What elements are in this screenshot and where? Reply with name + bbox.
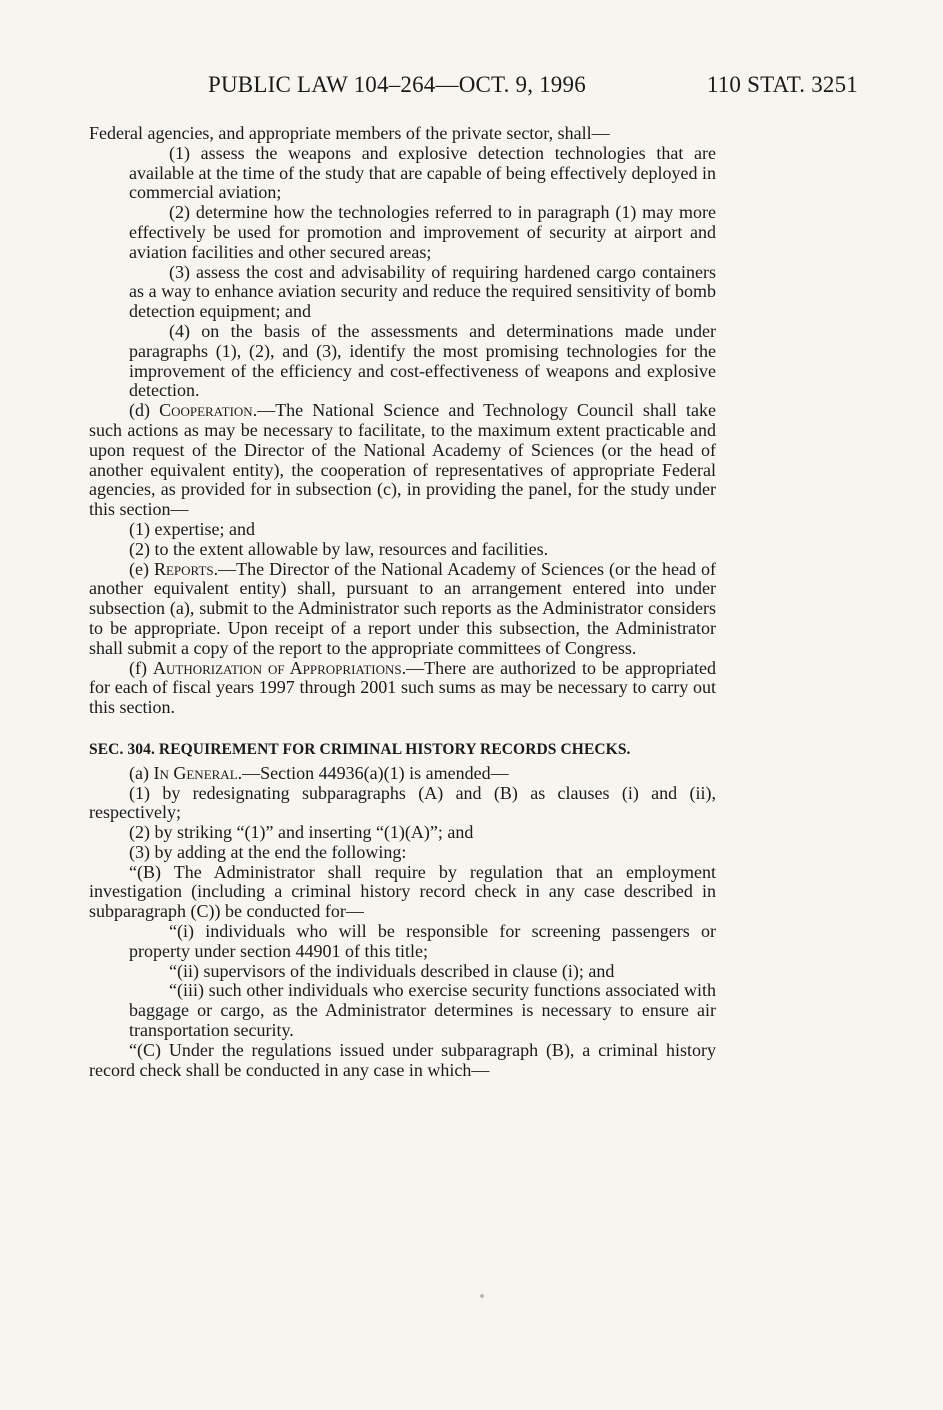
subsection-d bbox=[89, 401, 716, 520]
subsection-d-text: .—The National Science and Technology Council shall take such actions as may be necessary to facilitate, to the maximum extent practicable and upon request of the Director of the National Academy of Sciences (or the head of another equivalent entity), the cooperation of representatives of appropriate Federal agencies, as provided for in subsection (c), in providing the panel, for the study under this section— bbox=[89, 400, 716, 520]
subsection-e-text: .—The Director of the National Academy of Sciences (or the head of another equivalent entity) shall, pursuant to an arrangement entered into under subsection (a), submit to the Administrator such reports as the Administrator considers to be appropriate. Upon receipt of a report under this subsection, the Administrator shall submit a copy of the report to the appropriate committees of Congress. bbox=[89, 558, 716, 658]
sec304-a-label: (a) bbox=[129, 762, 154, 783]
sec304-a-text: .—Section 44936(a)(1) is amended— bbox=[237, 762, 509, 783]
c-item-1: (1) assess the weapons and explosive detection technologies that are available at the time of the study that are capable of being effectively deployed in commercial aviation; bbox=[129, 142, 716, 203]
running-header bbox=[208, 72, 858, 102]
quoted-subparagraph-c: “(C) Under the regulations issued under subparagraph (B), a criminal history record check shall be conducted in any case in which— bbox=[89, 1039, 716, 1080]
subsection-d-label: (d) bbox=[129, 400, 160, 421]
quoted-clause-iii: “(iii) such other individuals who exercise security functions associated with baggage or cargo, as the Administrator determines is necessary to ensure air transportation security. bbox=[129, 980, 716, 1041]
c-item-4: (4) on the basis of the assessments and determinations made under paragraphs (1), (2), and (3), identify the most promising technologies for the improvement of the efficiency and cost-effectiveness of weapons and explosive detection. bbox=[129, 320, 716, 401]
d-item-1: (1) expertise; and bbox=[129, 518, 255, 539]
header-law-date: PUBLIC LAW 104–264—OCT. 9, 1996 bbox=[208, 72, 586, 97]
subsection-e bbox=[89, 560, 716, 659]
quoted-clause-ii: “(ii) supervisors of the individuals described in clause (i); and bbox=[169, 960, 615, 981]
sec304-a-heading: In General bbox=[153, 762, 238, 783]
c-item-3: (3) assess the cost and advisability of requiring hardened cargo containers as a way to enhance aviation security and reduce the required sensitivity of bomb detection equipment; and bbox=[129, 261, 716, 322]
subsection-f-heading: Authorization of Appropriations bbox=[152, 657, 402, 678]
subsection-e-heading: Reports bbox=[153, 558, 214, 579]
header-stat-page: 110 STAT. 3251 bbox=[706, 72, 858, 97]
subsection-f-text: .—There are authorized to be appropriated for each of fiscal years 1997 through 2001 such sums as may be necessary to carry out this section. bbox=[89, 657, 716, 718]
page-body bbox=[89, 124, 716, 1080]
scan-speck bbox=[480, 1294, 484, 1298]
subsection-f bbox=[89, 659, 716, 718]
c-item-2: (2) determine how the technologies referred to in paragraph (1) may more effectively be used for promotion and improvement of security at airport and aviation facilities and other secured areas; bbox=[129, 202, 716, 262]
subsection-d-heading: Cooperation bbox=[159, 400, 253, 421]
sec304-a-item-1: (1) by redesignating subparagraphs (A) and (B) as clauses (i) and (ii), respectively; bbox=[89, 782, 716, 823]
sec304-a-item-2: (2) by striking “(1)” and inserting “(1)(A)”; and bbox=[129, 822, 474, 843]
d-item-2: (2) to the extent allowable by law, resources and facilities. bbox=[129, 538, 549, 559]
sec304-a-item-3: (3) by adding at the end the following: bbox=[129, 841, 407, 862]
subsection-f-label: (f) bbox=[129, 657, 153, 678]
section-304-heading: SEC. 304. REQUIREMENT FOR CRIMINAL HISTORY RECORDS CHECKS. bbox=[89, 740, 631, 758]
intro-paragraph: Federal agencies, and appropriate members of the private sector, shall— bbox=[89, 123, 610, 143]
quoted-clause-i: “(i) individuals who will be responsible for screening passengers or property under section 44901 of this title; bbox=[129, 921, 716, 961]
quoted-subparagraph-b: “(B) The Administrator shall require by regulation that an employment investigation (including a criminal history record check in any case described in subparagraph (C)) be conducted for— bbox=[89, 861, 716, 922]
sec304-subsection-a bbox=[89, 764, 716, 784]
subsection-e-label: (e) bbox=[129, 558, 154, 579]
